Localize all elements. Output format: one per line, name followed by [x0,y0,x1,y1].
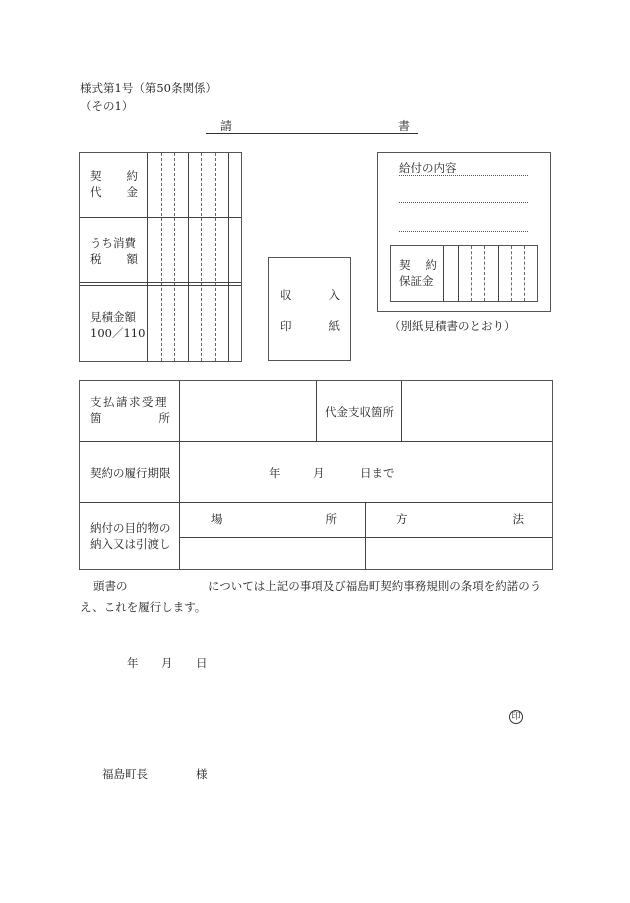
deadline-month: 月 [313,466,325,480]
document-title [206,117,418,134]
receipt-office-label: 代金支収箇所 [325,405,394,419]
payment-office-label: 支払請求受理 箇 所 [90,395,170,425]
delivery-content-box [377,152,551,312]
addressee-name: 福島町長 [102,767,148,781]
estimate-amount-label: 見積金額 100／110 [90,310,146,340]
info-table [79,380,553,570]
estimate-note: （別紙見積書のとおり） [389,319,516,333]
addressee-honorific: 様 [196,767,208,781]
method-header: 方 法 [396,512,524,526]
delivery-target-label: 納付の目的物の 納入又は引渡し [90,521,171,551]
body-text-start: 頭書の [93,579,128,593]
form-number: 様式第1号（第50条関係） [80,81,217,95]
date-year: 年 [127,656,139,670]
tax-amount-label: うち消費 税 額 [90,236,138,266]
date-month: 月 [161,656,173,670]
contract-deposit-label: 契 約 保証金 [399,258,437,288]
title-right: 書 [398,119,411,133]
deadline-year: 年 [269,466,281,480]
deadline-day: 日まで [360,466,395,480]
delivery-content-title: 給付の内容 [399,161,457,175]
revenue-stamp-box: 収 入 印 紙 [268,257,351,361]
place-header: 場 所 [211,512,337,526]
deadline-label: 契約の履行期限 [90,466,171,480]
body-text-line1: については上記の事項及び福島町契約事務規則の条項を約諾のう [208,579,542,593]
seal-mark: 印 [509,710,523,724]
body-text-line2: え、これを履行します。 [80,600,207,614]
amount-table [79,152,242,362]
contract-amount-label: 契 約 代 金 [90,169,138,199]
contract-deposit-box [390,245,538,302]
form-sub-number: （その1） [80,99,134,113]
title-left: 請 [220,119,233,133]
date-day: 日 [196,656,208,670]
